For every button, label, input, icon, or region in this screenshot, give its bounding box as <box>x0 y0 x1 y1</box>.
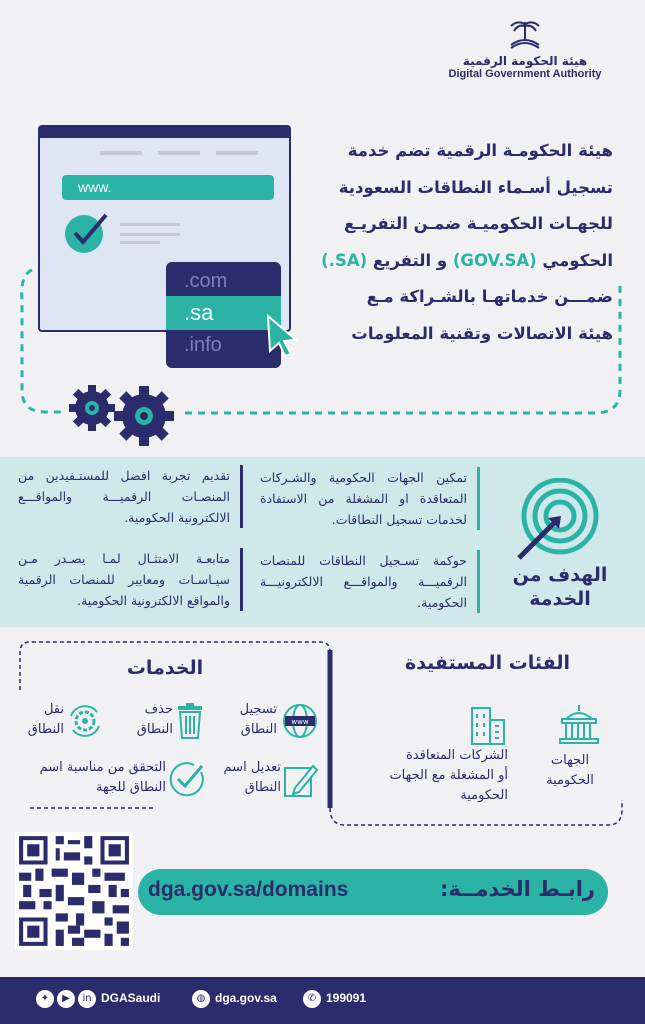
office-buildings-icon <box>468 706 508 746</box>
service-edit-domain-name <box>210 758 323 802</box>
intro-text: الحكومي <box>536 250 613 270</box>
goal-item: حوكمة تسـجيل النطاقات للمنصات الرقميـــة والمواقـــع الالكترونيـــة الحكومية. <box>260 550 480 613</box>
placeholder-line <box>120 233 180 236</box>
beneficiary-companies <box>365 746 508 806</box>
gears-icon <box>66 383 178 449</box>
service-label: النطاق <box>240 722 277 737</box>
services-title: الخدمات <box>126 657 204 679</box>
org-name-arabic: هيئة الحكومة الرقمية <box>462 54 588 68</box>
globe-icon: ◍ <box>192 990 210 1008</box>
service-verify-domain-name <box>18 758 208 802</box>
svg-text:www: www <box>291 718 309 726</box>
qr-code <box>15 832 133 950</box>
domain-info: .info <box>184 334 222 356</box>
goal-title-line: الهدف من <box>512 564 608 586</box>
service-label: التحقق من مناسبة اسم <box>39 760 166 775</box>
service-label: حذف <box>144 702 173 717</box>
domain-sa: .sa <box>166 296 281 330</box>
domain-com: .com <box>184 270 228 292</box>
service-label: النطاق <box>136 722 173 737</box>
target-icon <box>515 478 600 563</box>
intro-line: ضمـــن خدماتهـا بالشـراكة مـع <box>366 287 613 306</box>
linkedin-icon[interactable]: in <box>78 990 96 1008</box>
checkmark-circle-icon <box>64 209 110 255</box>
placeholder-line <box>120 241 160 244</box>
trash-icon <box>175 702 205 740</box>
intro-paragraph <box>313 133 613 352</box>
browser-topbar <box>40 127 289 138</box>
placeholder-line <box>158 151 200 155</box>
beneficiary-label: الشركات المتعاقدة <box>406 748 508 763</box>
service-label: تسجيل <box>239 702 277 717</box>
government-building-icon <box>558 703 600 745</box>
twitter-icon[interactable]: ✦ <box>36 990 54 1008</box>
intro-text: و التفريع <box>367 250 453 270</box>
goal-title <box>507 563 613 611</box>
transfer-gear-icon <box>66 702 104 740</box>
phone-number[interactable]: 199091 <box>326 991 367 1005</box>
service-register-domain <box>233 700 323 744</box>
youtube-icon[interactable]: ▶ <box>57 990 75 1008</box>
intro-line <box>313 243 613 280</box>
service-label: النطاق <box>27 722 64 737</box>
service-label: النطاق <box>244 780 281 795</box>
intro-line: تسجيل أسـماء النطاقات السعودية <box>338 177 613 197</box>
service-transfer-domain <box>18 700 108 744</box>
goal-title-line: الخدمة <box>529 588 591 610</box>
placeholder-line <box>100 151 142 155</box>
service-delete-domain <box>121 700 211 744</box>
service-label: النطاق للجهة <box>96 780 166 795</box>
goal-item: تمكين الجهات الحكومية والشـركات المتعاقدة او المشغلة من الاستفادة لخدمات تسجيل النطاقات. <box>260 467 480 530</box>
beneficiary-label: الحكومية <box>460 788 508 803</box>
service-label: تعديل اسم <box>223 760 281 775</box>
service-label: نقل <box>43 702 64 717</box>
goal-item: تقديم تجربة افضل للمستـفيدين من المنصـات الرقميـــة والمواقـــع الالكترونية الحكومية. <box>18 465 243 528</box>
check-icon <box>168 760 206 798</box>
social-handle[interactable]: DGASaudi <box>101 991 161 1005</box>
edit-icon <box>283 760 319 798</box>
service-link-url[interactable]: dga.gov.sa/domains <box>148 878 349 901</box>
beneficiary-government <box>530 751 610 791</box>
www-globe-icon <box>281 702 319 740</box>
beneficiary-label: الحكومية <box>546 773 594 788</box>
sa-highlight: (.SA) <box>321 250 368 270</box>
intro-line: هيئة الاتصالات وتقنية المعلومات <box>351 323 613 343</box>
intro-line: هيئة الحكومـة الرقمية تضم خدمة <box>347 141 613 160</box>
url-bar: www. <box>62 175 274 200</box>
gov-sa-highlight: (GOV.SA) <box>452 250 537 270</box>
footer-bar <box>0 977 645 1024</box>
placeholder-line <box>120 223 180 226</box>
org-name-english: Digital Government Authority <box>448 68 602 80</box>
beneficiary-label: الجهات <box>550 753 590 768</box>
beneficiaries-title: الفئات المستفيدة <box>404 652 571 674</box>
cursor-arrow-icon <box>262 312 302 358</box>
website-link[interactable]: dga.gov.sa <box>215 991 277 1005</box>
beneficiary-label: أو المشغلة مع الجهات <box>389 768 508 783</box>
phone-icon: ✆ <box>303 990 321 1008</box>
service-link-label: رابـط الخدمــة: <box>440 877 595 901</box>
intro-line: للجهـات الحكوميـة ضمـن التفريـع <box>344 214 613 233</box>
placeholder-line <box>216 151 258 155</box>
goal-item: متابعـة الامتثـال لمـا يصـدر مـن سيـاسـات ومعايير للمنصات الرقمية والمواقع الالكترونية الحكومية. <box>18 548 243 611</box>
